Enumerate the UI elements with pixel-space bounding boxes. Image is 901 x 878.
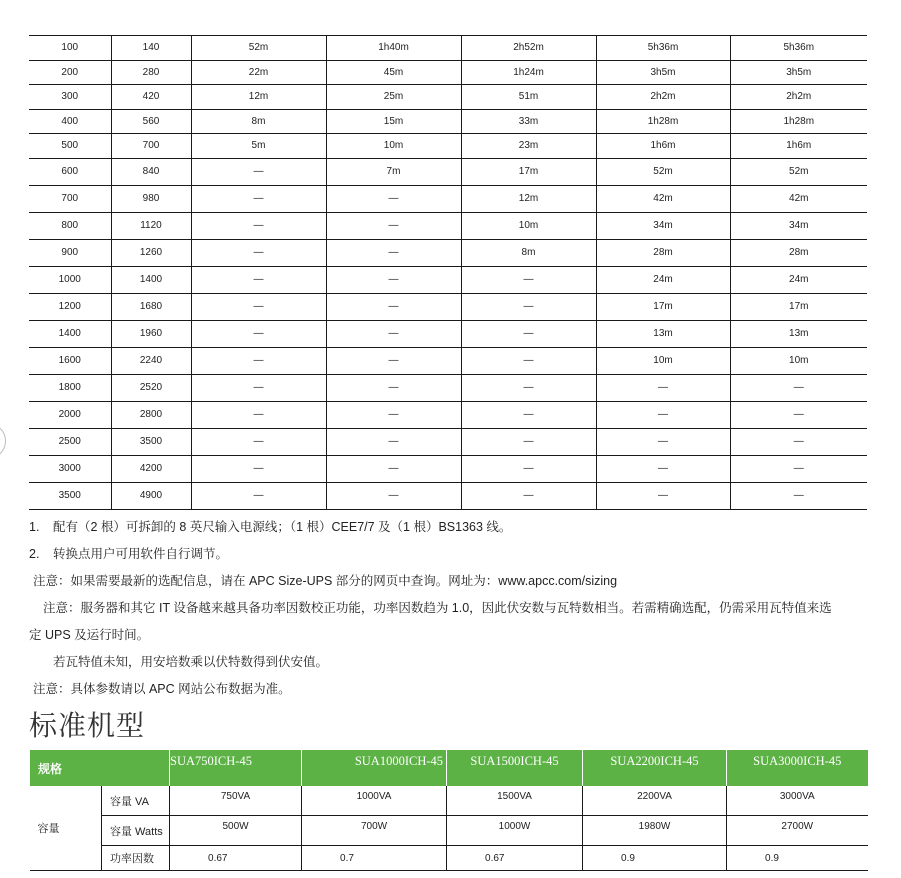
spec-row-label: 功率因数 [102, 846, 170, 871]
spec-cell: 3000VA [727, 786, 868, 816]
runtime-row [29, 158, 867, 185]
runtime-watts-cell: 1400 [111, 266, 191, 293]
runtime-time-cell: — [191, 347, 326, 374]
runtime-time-cell: — [326, 212, 461, 239]
runtime-time-cell: — [461, 401, 596, 428]
runtime-time-cell: — [191, 266, 326, 293]
runtime-row [29, 482, 867, 509]
runtime-time-cell: 2h2m [596, 85, 730, 110]
runtime-time-cell: 5m [191, 134, 326, 159]
runtime-row [29, 134, 867, 159]
note-item-number: 2. [29, 547, 40, 561]
runtime-time-cell: 3h5m [596, 60, 730, 85]
runtime-row [29, 428, 867, 455]
runtime-time-cell: 34m [730, 212, 867, 239]
runtime-va-cell: 1400 [29, 320, 111, 347]
runtime-time-cell: 25m [326, 85, 461, 110]
note-item-1 [29, 514, 869, 541]
model-header: SUA1000ICH-45 [302, 750, 447, 786]
runtime-row [29, 374, 867, 401]
runtime-watts-cell: 980 [111, 185, 191, 212]
spec-table [29, 750, 868, 871]
runtime-time-cell: 10m [326, 134, 461, 159]
runtime-time-cell: — [191, 374, 326, 401]
runtime-time-cell: 1h24m [461, 60, 596, 85]
runtime-va-cell: 1000 [29, 266, 111, 293]
runtime-time-cell: — [326, 428, 461, 455]
runtime-time-cell: 13m [730, 320, 867, 347]
runtime-time-cell: 2h2m [730, 85, 867, 110]
runtime-row [29, 109, 867, 134]
runtime-time-cell: 17m [461, 158, 596, 185]
note-disclaimer: 注意：具体参数请以 APC 网站公布数据为准。 [33, 682, 291, 696]
note-watts-unknown: 若瓦特值未知，用安培数乘以伏特数得到伏安值。 [53, 655, 329, 669]
spec-row-label: 容量 VA [102, 786, 170, 816]
runtime-time-cell: 45m [326, 60, 461, 85]
runtime-time-cell: 10m [596, 347, 730, 374]
runtime-watts-cell: 2240 [111, 347, 191, 374]
runtime-va-cell: 500 [29, 134, 111, 159]
spec-cell: 1980W [583, 816, 727, 846]
spec-cell: 1000W [447, 816, 583, 846]
note-item-text: 配有（2 根）可拆卸的 8 英尺输入电源线；（1 根）CEE7/7 及（1 根）BS1363 线。 [53, 520, 512, 534]
runtime-va-cell: 400 [29, 109, 111, 134]
runtime-row [29, 401, 867, 428]
runtime-time-cell: — [191, 455, 326, 482]
runtime-row [29, 239, 867, 266]
runtime-time-cell: — [191, 239, 326, 266]
runtime-time-cell: — [461, 320, 596, 347]
runtime-time-cell: — [326, 482, 461, 509]
runtime-row [29, 60, 867, 85]
runtime-watts-cell: 3500 [111, 428, 191, 455]
runtime-time-cell: 8m [191, 109, 326, 134]
runtime-row [29, 347, 867, 374]
spec-row [30, 786, 868, 816]
runtime-watts-cell: 2520 [111, 374, 191, 401]
spec-header-row [30, 750, 868, 786]
runtime-time-cell: 42m [730, 185, 867, 212]
runtime-time-cell: — [461, 455, 596, 482]
runtime-time-cell: — [596, 374, 730, 401]
runtime-watts-cell: 1960 [111, 320, 191, 347]
runtime-time-cell: 10m [730, 347, 867, 374]
spec-cell: 750VA [170, 786, 302, 816]
runtime-time-cell: 28m [596, 239, 730, 266]
runtime-time-cell: — [326, 401, 461, 428]
runtime-time-cell: 1h28m [596, 109, 730, 134]
spec-cell: 0.9 [727, 846, 868, 871]
runtime-time-cell: 12m [461, 185, 596, 212]
runtime-va-cell: 300 [29, 85, 111, 110]
runtime-va-cell: 2000 [29, 401, 111, 428]
runtime-va-cell: 1800 [29, 374, 111, 401]
spec-cell: 2700W [727, 816, 868, 846]
runtime-watts-cell: 280 [111, 60, 191, 85]
runtime-time-cell: 5h36m [730, 36, 867, 61]
runtime-time-cell: — [596, 482, 730, 509]
runtime-time-cell: — [730, 374, 867, 401]
section-title: 标准机型 [29, 709, 146, 742]
spec-row [30, 816, 868, 846]
spec-cell: 1000VA [302, 786, 447, 816]
runtime-row [29, 293, 867, 320]
runtime-time-cell: 1h6m [730, 134, 867, 159]
note-sizing: 注意：如果需要最新的选配信息，请在 APC Size-UPS 部分的网页中查询。网址为：www.apcc.com/sizing [33, 574, 618, 588]
runtime-time-cell: 52m [596, 158, 730, 185]
runtime-time-cell: — [730, 401, 867, 428]
note-item-number: 1. [29, 520, 40, 534]
note-power-factor: 注意：服务器和其它 IT 设备越来越具备功率因数校正功能，功率因数趋为 1.0，因此伏安数与瓦特数相当。若需精确选配，仍需采用瓦特值来选 [43, 601, 832, 615]
runtime-row [29, 320, 867, 347]
runtime-time-cell: 52m [191, 36, 326, 61]
runtime-time-cell: 22m [191, 60, 326, 85]
runtime-time-cell: 7m [326, 158, 461, 185]
model-header: SUA1500ICH-45 [447, 750, 583, 786]
runtime-row [29, 85, 867, 110]
note-item-2 [29, 541, 869, 568]
runtime-va-cell: 2500 [29, 428, 111, 455]
runtime-watts-cell: 1680 [111, 293, 191, 320]
runtime-time-cell: — [326, 320, 461, 347]
note-power-factor-cont: 定 UPS 及运行时间。 [29, 628, 150, 642]
runtime-watts-cell: 1260 [111, 239, 191, 266]
spec-row-label: 容量 Watts [102, 816, 170, 846]
runtime-row [29, 185, 867, 212]
runtime-time-cell: — [461, 374, 596, 401]
runtime-watts-cell: 840 [111, 158, 191, 185]
runtime-time-cell: 12m [191, 85, 326, 110]
spec-cell: 2200VA [583, 786, 727, 816]
spec-cell: 0.67 [170, 846, 302, 871]
runtime-va-cell: 1200 [29, 293, 111, 320]
runtime-va-cell: 700 [29, 185, 111, 212]
spec-row [30, 846, 868, 871]
runtime-time-cell: 24m [730, 266, 867, 293]
runtime-time-cell: — [730, 482, 867, 509]
runtime-time-cell: — [461, 428, 596, 455]
runtime-va-cell: 800 [29, 212, 111, 239]
runtime-time-cell: — [191, 185, 326, 212]
runtime-time-cell: — [461, 347, 596, 374]
runtime-va-cell: 900 [29, 239, 111, 266]
notes-section [29, 514, 869, 703]
runtime-time-cell: — [326, 347, 461, 374]
runtime-time-cell: — [326, 293, 461, 320]
runtime-time-cell: 24m [596, 266, 730, 293]
spec-cell: 0.7 [302, 846, 447, 871]
runtime-time-cell: 17m [730, 293, 867, 320]
runtime-row [29, 266, 867, 293]
runtime-time-cell: 33m [461, 109, 596, 134]
runtime-va-cell: 1600 [29, 347, 111, 374]
runtime-time-cell: 10m [461, 212, 596, 239]
runtime-time-cell: — [326, 266, 461, 293]
note-item-text: 转换点用户可用软件自行调节。 [53, 547, 229, 561]
runtime-time-cell: — [461, 293, 596, 320]
runtime-row [29, 455, 867, 482]
runtime-time-cell: 2h52m [461, 36, 596, 61]
spec-cell: 1500VA [447, 786, 583, 816]
runtime-time-cell: — [730, 428, 867, 455]
runtime-time-cell: 34m [596, 212, 730, 239]
runtime-time-cell: 17m [596, 293, 730, 320]
runtime-time-cell: 15m [326, 109, 461, 134]
runtime-time-cell: — [596, 428, 730, 455]
runtime-time-cell: 8m [461, 239, 596, 266]
side-scroll-handle[interactable] [0, 423, 6, 459]
runtime-watts-cell: 1120 [111, 212, 191, 239]
runtime-time-cell: — [326, 239, 461, 266]
runtime-time-cell: — [191, 293, 326, 320]
runtime-time-cell: — [461, 482, 596, 509]
runtime-time-cell: 1h40m [326, 36, 461, 61]
runtime-watts-cell: 560 [111, 109, 191, 134]
runtime-watts-cell: 4900 [111, 482, 191, 509]
runtime-watts-cell: 2800 [111, 401, 191, 428]
model-header: SUA750ICH-45 [170, 750, 302, 786]
spec-header-label: 规格 [30, 750, 170, 786]
runtime-row [29, 212, 867, 239]
runtime-watts-cell: 700 [111, 134, 191, 159]
spec-cell: 700W [302, 816, 447, 846]
runtime-time-cell: 1h28m [730, 109, 867, 134]
spec-cell: 0.9 [583, 846, 727, 871]
runtime-va-cell: 600 [29, 158, 111, 185]
runtime-time-cell: — [326, 185, 461, 212]
runtime-watts-cell: 420 [111, 85, 191, 110]
runtime-time-cell: 5h36m [596, 36, 730, 61]
runtime-time-cell: — [596, 455, 730, 482]
model-header: SUA3000ICH-45 [727, 750, 868, 786]
runtime-time-cell: — [191, 320, 326, 347]
runtime-va-cell: 200 [29, 60, 111, 85]
spec-group-label: 容量 [30, 786, 102, 871]
spec-cell: 0.67 [447, 846, 583, 871]
runtime-time-cell: — [191, 428, 326, 455]
runtime-time-cell: — [191, 482, 326, 509]
runtime-row [29, 36, 867, 61]
runtime-time-cell: — [191, 158, 326, 185]
runtime-time-cell: — [596, 401, 730, 428]
runtime-table [29, 35, 867, 510]
runtime-va-cell: 3500 [29, 482, 111, 509]
runtime-time-cell: 3h5m [730, 60, 867, 85]
runtime-time-cell: 52m [730, 158, 867, 185]
runtime-time-cell: — [326, 374, 461, 401]
runtime-time-cell: 28m [730, 239, 867, 266]
runtime-time-cell: 51m [461, 85, 596, 110]
runtime-time-cell: — [326, 455, 461, 482]
runtime-watts-cell: 140 [111, 36, 191, 61]
runtime-time-cell: 13m [596, 320, 730, 347]
model-header: SUA2200ICH-45 [583, 750, 727, 786]
runtime-time-cell: — [191, 212, 326, 239]
runtime-time-cell: — [730, 455, 867, 482]
runtime-time-cell: 42m [596, 185, 730, 212]
runtime-watts-cell: 4200 [111, 455, 191, 482]
runtime-time-cell: — [191, 401, 326, 428]
runtime-va-cell: 3000 [29, 455, 111, 482]
runtime-time-cell: — [461, 266, 596, 293]
spec-cell: 500W [170, 816, 302, 846]
runtime-va-cell: 100 [29, 36, 111, 61]
runtime-time-cell: 1h6m [596, 134, 730, 159]
runtime-time-cell: 23m [461, 134, 596, 159]
